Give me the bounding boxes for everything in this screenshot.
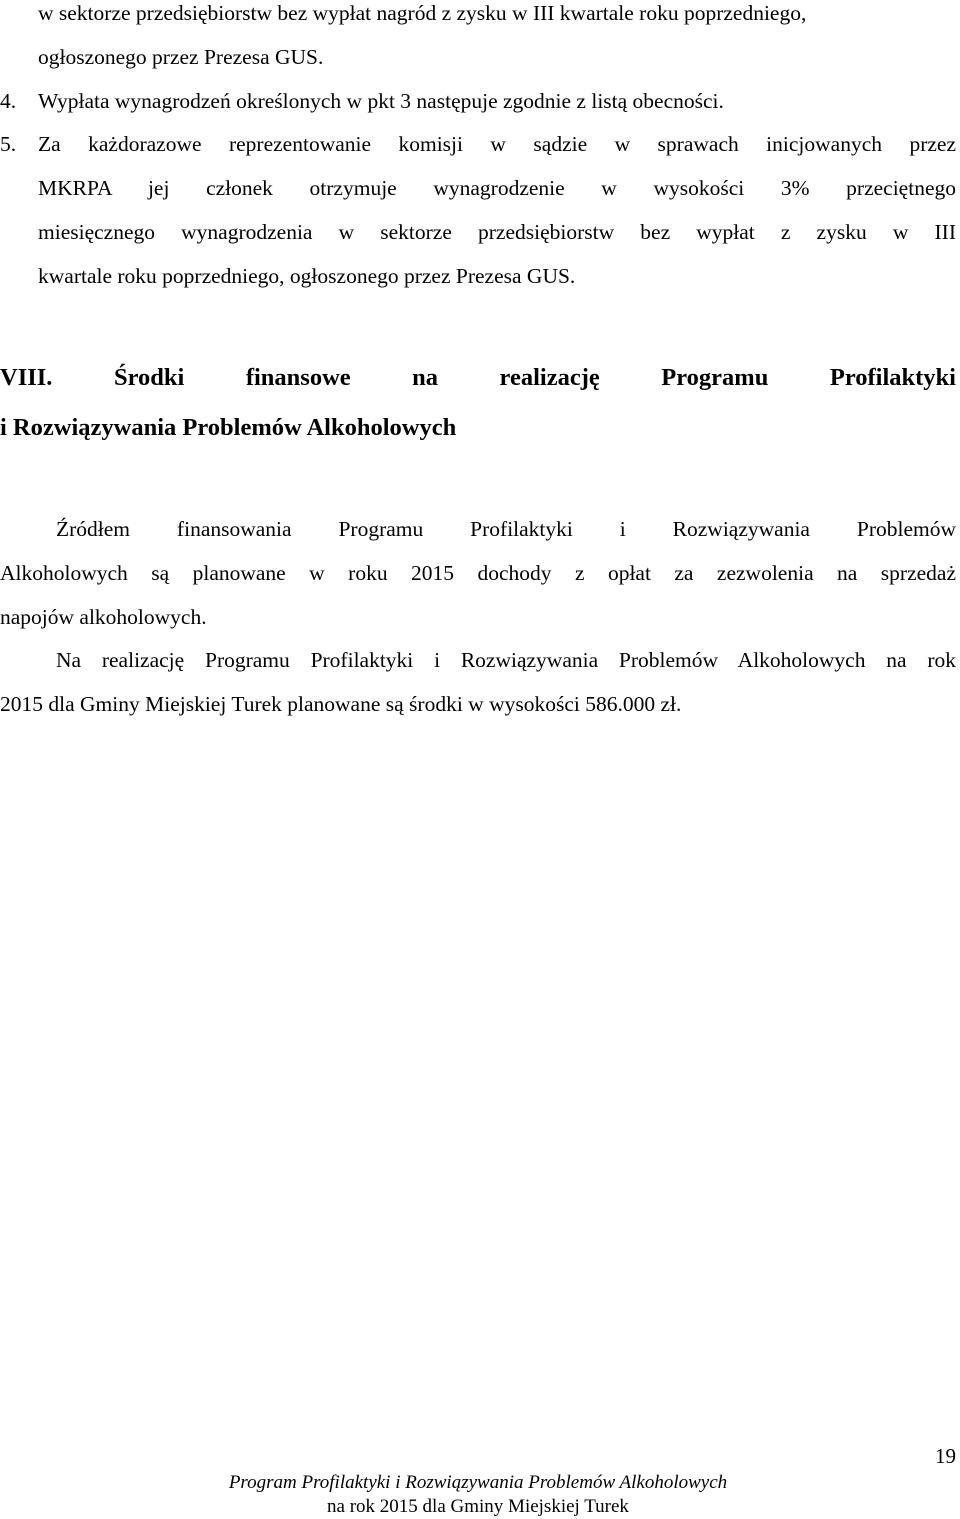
continuation-line-1: w sektorze przedsiębiorstw bez wypłat nagród z zysku w III kwartale roku poprzedniego, — [38, 1, 807, 25]
footer-title: Program Profilaktyki i Rozwiązywania Problemów Alkoholowych — [228, 1472, 728, 1493]
list-item-5 — [0, 131, 38, 157]
continuation-line-2: ogłoszonego przez Prezesa GUS. — [38, 45, 324, 69]
list-item-5-line-1: Za każdorazowe reprezentowanie komisji w sądzie w sprawach inicjowanych przez — [38, 132, 956, 156]
page-number: 19 — [935, 1444, 956, 1468]
list-item-number: 4. — [0, 89, 17, 113]
paragraph-2-line-1: Na realizację Programu Profilaktyki i Rozwiązywania Problemów Alkoholowych na rok — [56, 648, 956, 672]
paragraph-2-line-2: 2015 dla Gminy Miejskiej Turek planowane są środki w wysokości 586.000 zł. — [0, 692, 682, 716]
list-item-5-line-3: miesięcznego wynagrodzenia w sektorze przedsiębiorstw bez wypłat z zysku w III — [38, 220, 956, 244]
section-heading-line-1: VIII. Środki finansowe na realizację Programu Profilaktyki — [0, 364, 956, 391]
section-heading-line-2: i Rozwiązywania Problemów Alkoholowych — [0, 414, 457, 441]
footer-subtitle: na rok 2015 dla Gminy Miejskiej Turek — [327, 1496, 629, 1517]
list-item-number: 5. — [0, 132, 17, 156]
list-item-5-line-4: kwartale roku poprzedniego, ogłoszonego przez Prezesa GUS. — [38, 264, 576, 288]
paragraph-1-line-1: Źródłem finansowania Programu Profilaktyki i Rozwiązywania Problemów — [56, 517, 956, 541]
list-item-text: Wypłata wynagrodzeń określonych w pkt 3 następuje zgodnie z listą obecności. — [38, 89, 724, 113]
paragraph-1-line-3: napojów alkoholowych. — [0, 605, 207, 629]
list-item-4 — [0, 88, 724, 114]
paragraph-1-line-2: Alkoholowych są planowane w roku 2015 dochody z opłat za zezwolenia na sprzedaż — [0, 561, 956, 585]
list-item-5-line-2: MKRPA jej członek otrzymuje wynagrodzenie w wysokości 3% przeciętnego — [38, 176, 956, 200]
